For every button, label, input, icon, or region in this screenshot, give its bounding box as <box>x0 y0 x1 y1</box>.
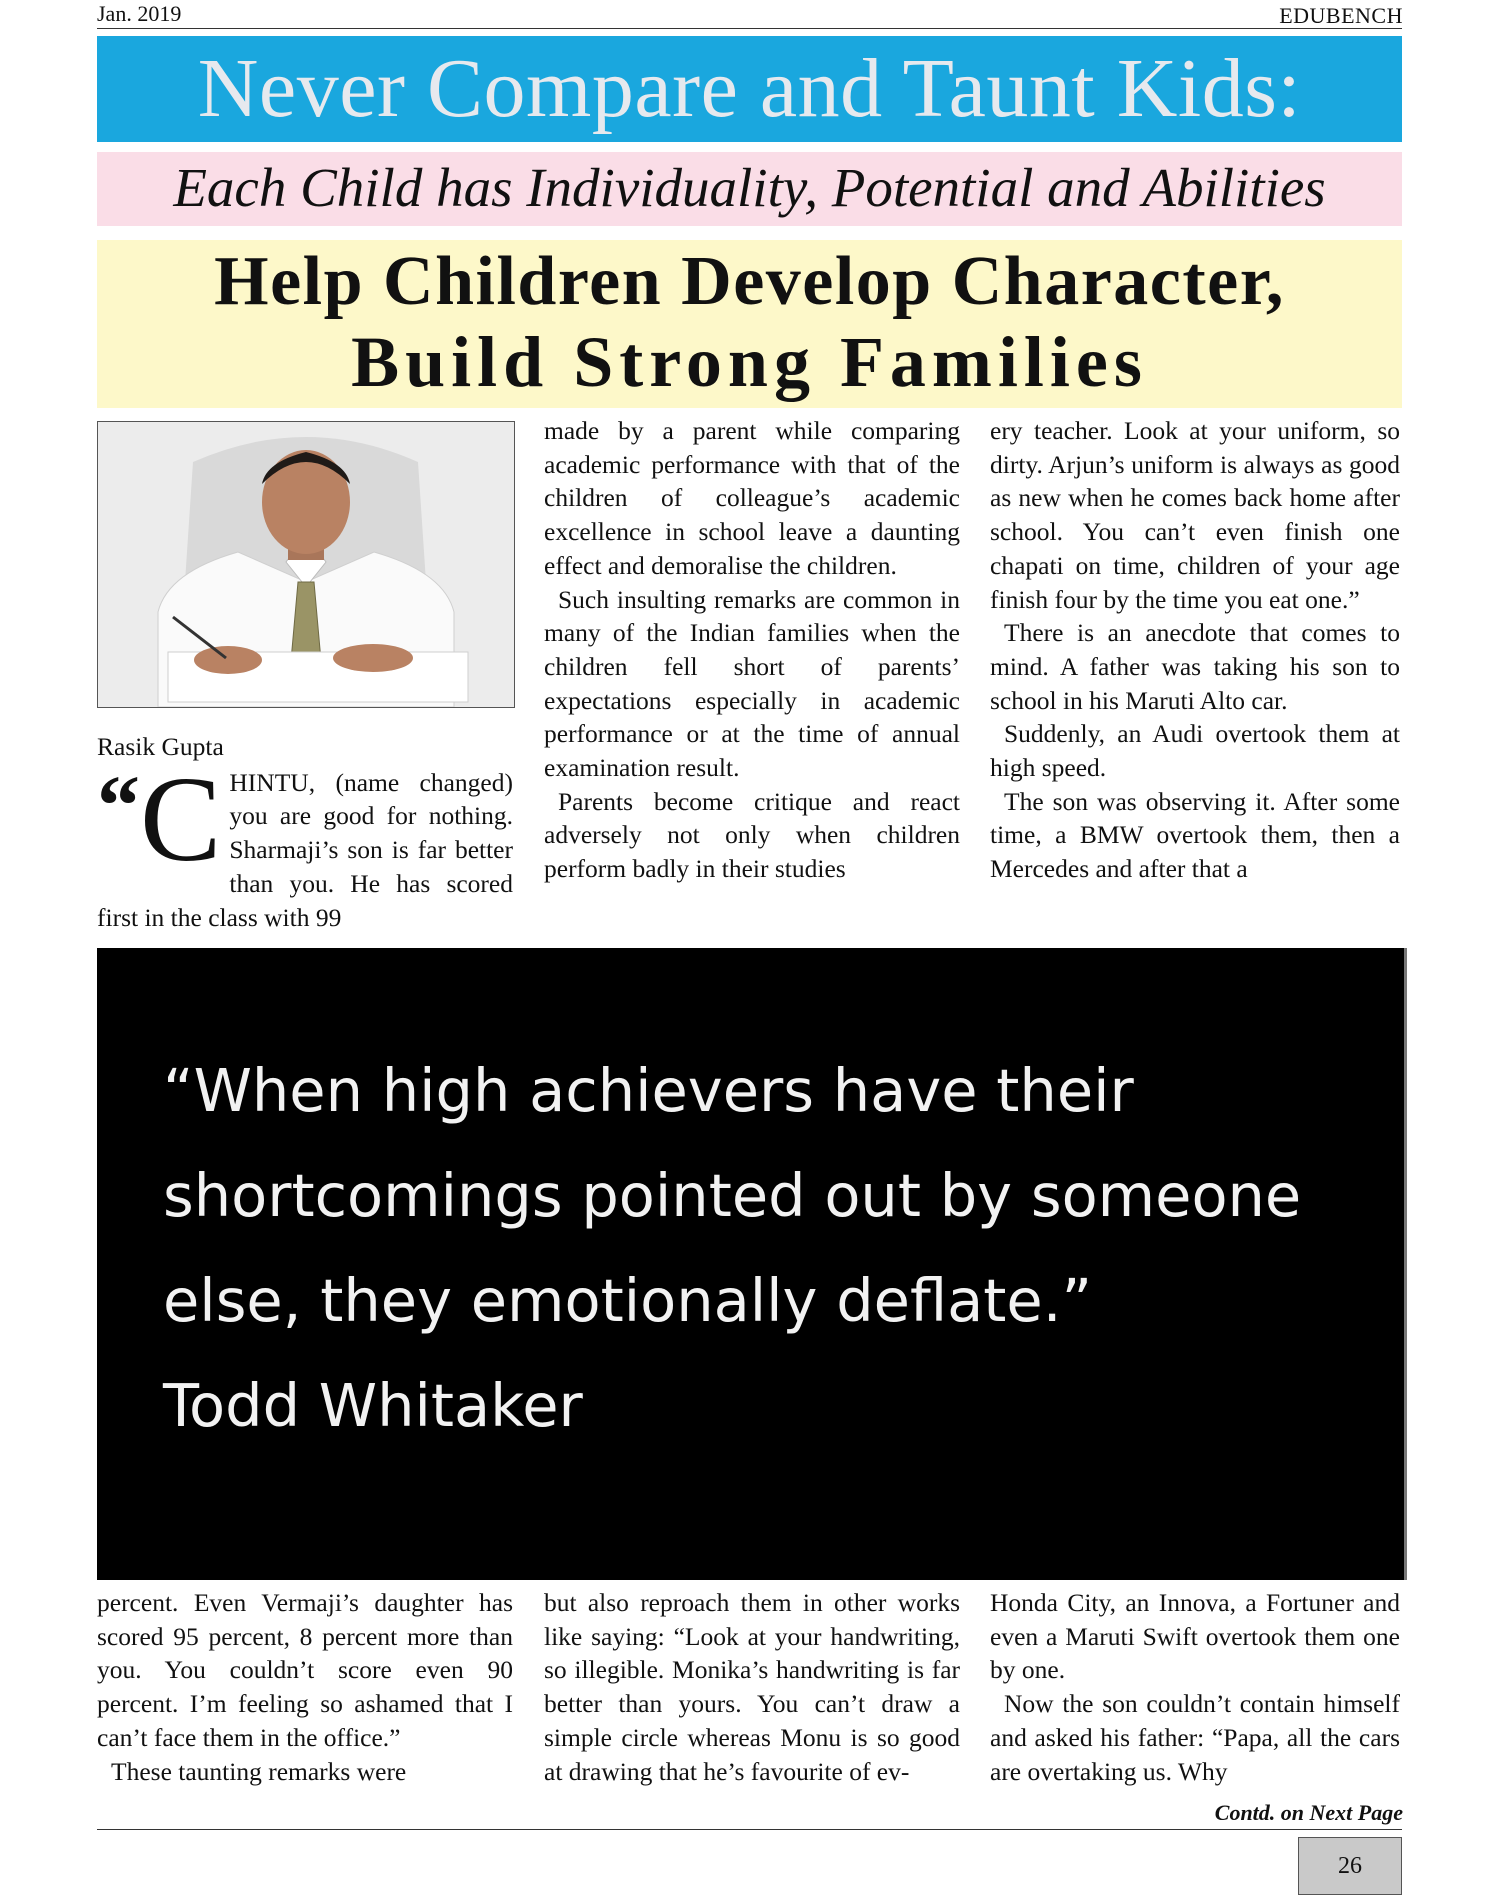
deck-line-1: Help Children Develop Character, <box>214 243 1285 320</box>
deck-band <box>97 240 1402 408</box>
deck-line-2: Build Strong Families <box>351 322 1148 402</box>
paragraph: These taunting remarks were <box>111 1756 407 1786</box>
paragraph: HINTU, (name changed) you are good for nothing. Sharmaji’s son is far better than you. He has scored first in the class with 99 <box>97 767 513 932</box>
byline: Rasik Gupta <box>97 732 224 761</box>
paragraph: There is an anecdote that comes to mind. A father was taking his son to school in his Maruti Alto car. <box>990 618 1400 715</box>
header-divider <box>97 28 1402 29</box>
publication-name: EDUBENCH <box>1279 3 1403 28</box>
article-column-2-top <box>544 414 960 886</box>
article-column-2-bottom <box>544 1586 960 1788</box>
author-portrait-illustration <box>98 422 514 707</box>
article-column-3-top <box>990 414 1400 886</box>
pull-quote-box <box>97 948 1407 1580</box>
paragraph: Now the son couldn’t contain himself and asked his father: “Papa, all the cars are overtaking us. Why <box>990 1689 1400 1786</box>
pull-quote-line-1: “When high achievers have their <box>163 1056 1134 1125</box>
paragraph: made by a parent while comparing academic performance with that of the children of colleague’s academic excellence in school leave a daunting effect and demoralise the children. <box>544 416 960 580</box>
paragraph: The son was observing it. After some time, a BMW overtook them, then a Mercedes and after that a <box>990 786 1400 884</box>
opening-quote-mark: “ <box>97 756 140 853</box>
author-photo <box>97 421 515 708</box>
pull-quote-author: Todd Whitaker <box>163 1371 583 1440</box>
continued-link[interactable]: Contd. on Next Page <box>1214 1800 1403 1825</box>
headline-band <box>97 36 1402 142</box>
article-column-1-bottom <box>97 1586 513 1788</box>
pull-quote-line-3: else, they emotionally deflate.” <box>163 1266 1093 1335</box>
paragraph: Parents become critique and react adversely not only when children perform badly in their studies <box>544 786 960 884</box>
article-column-3-bottom <box>990 1586 1400 1788</box>
pull-quote-line-2: shortcomings pointed out by someone <box>163 1161 1302 1230</box>
paragraph: ery teacher. Look at your uniform, so dirty. Arjun’s uniform is always as good as new when he comes back home after school. You can’t even finish one chapati on time, children of your age finish four by the time you eat one.” <box>990 416 1400 614</box>
paragraph: Honda City, an Innova, a Fortuner and even a Maruti Swift overtook them one by one. <box>990 1588 1400 1685</box>
headline-main: Never Compare and Taunt Kids: <box>197 42 1302 135</box>
paragraph: but also reproach them in other works like saying: “Look at your handwriting, so illegible. Monika’s handwriting is far better than yours. You can’t draw a simple circle whereas Monu is so good at drawing that he’s favourite of ev- <box>544 1588 960 1786</box>
page-number: 26 <box>1298 1837 1402 1895</box>
headline-sub: Each Child has Individuality, Potential and Abilities <box>173 157 1326 218</box>
issue-date: Jan. 2019 <box>97 1 182 26</box>
paragraph: Suddenly, an Audi overtook them at high speed. <box>990 719 1400 783</box>
article-column-1-top <box>97 730 513 934</box>
paragraph: Such insulting remarks are common in many of the Indian families when the children fell short of parents’ expectations especially in academic performance or at the time of annual examination result. <box>544 584 960 783</box>
subheadline-band <box>97 152 1402 226</box>
paragraph: percent. Even Vermaji’s daughter has scored 95 percent, 8 percent more than you. You couldn’t score even 90 percent. I’m feeling so ashamed that I can’t face them in the office.” <box>97 1588 513 1752</box>
drop-cap-letter: C <box>140 751 222 887</box>
footer-divider <box>97 1829 1402 1830</box>
